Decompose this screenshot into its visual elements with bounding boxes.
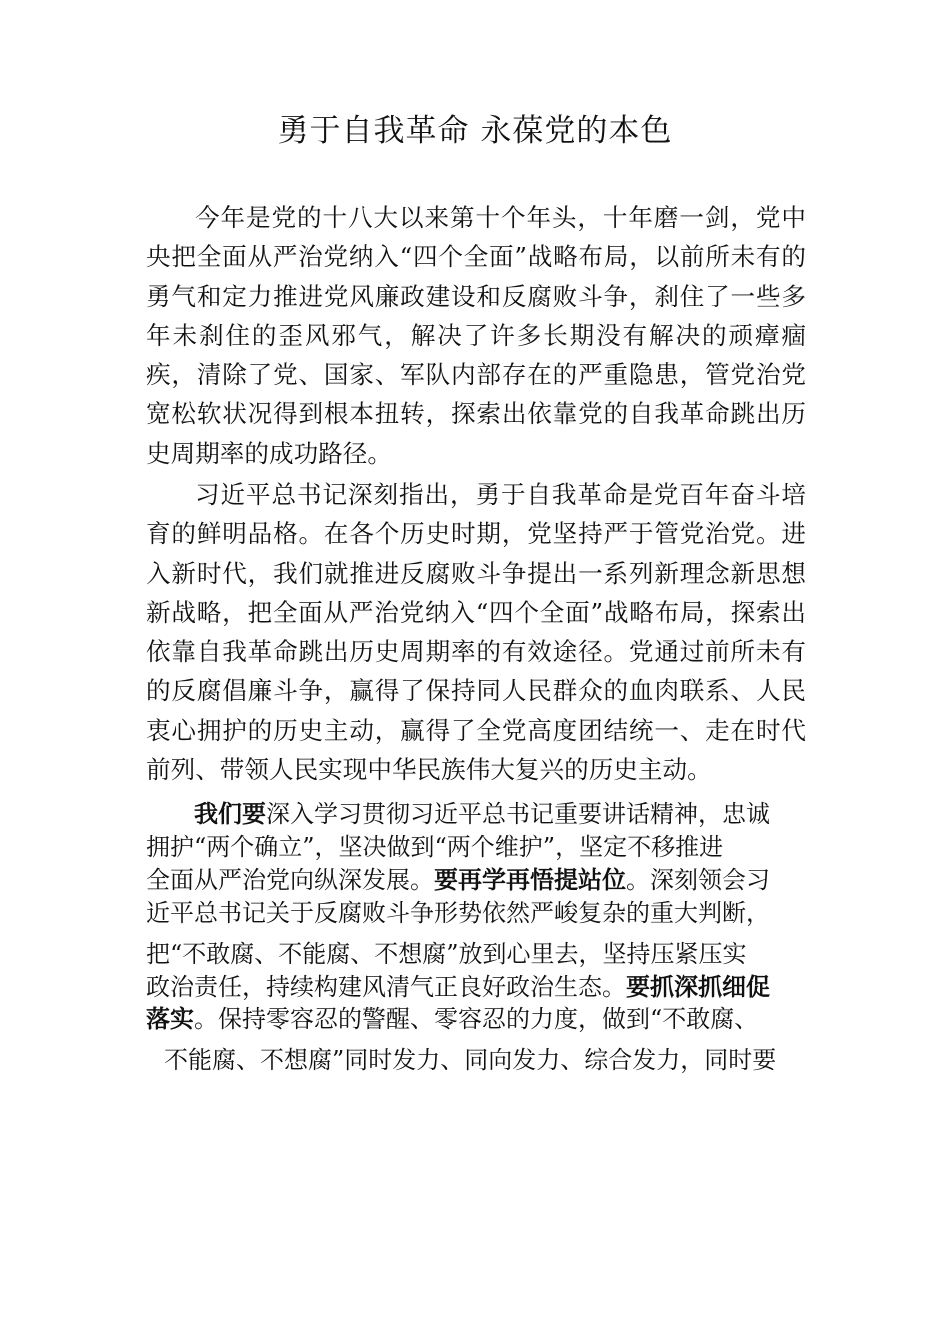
body-paragraph-1: 今年是党的十八大以来第十个年头，十年磨一剑，党中央把全面从严治党纳入“四个全面”战略布局，以前所未有的勇气和定力推进党风廉政建设和反腐败斗争，刹住了一些多年未刹住的歪风邪气，解决了许多长期没有解决的顽瘴痼疾，清除了党、国家、军队内部存在的严重隐患，管党治党宽松软状况得到根本扭转，探索出依靠党的自我革命跳出历史周期率的成功路径。: [146, 203, 806, 468]
line-text: 深入学习贯彻习近平总书记重要讲话精神，忠诚: [266, 800, 770, 828]
paragraph-line: [146, 864, 806, 897]
paragraph-line: [146, 798, 806, 831]
bold-heading-text: 要抓深抓细促: [626, 973, 770, 1001]
paragraph-line: [146, 971, 806, 1003]
paragraph-line: 近平总书记关于反腐败斗争形势依然严峻复杂的重大判断，: [146, 899, 770, 927]
paragraph-line: 不能腐、不想腐”同时发力、同向发力、综合发力，同时要: [164, 1046, 777, 1074]
body-paragraph-3: [146, 798, 806, 1077]
document-title: 勇于自我革命 永葆党的本色: [277, 113, 673, 149]
line-text: 。保持零容忍的警醒、零容忍的力度，做到“不敢腐、: [194, 1005, 759, 1033]
bold-heading-text: 落实: [146, 1005, 194, 1033]
body-paragraph-2: 习近平总书记深刻指出，勇于自我革命是党百年奋斗培育的鲜明品格。在各个历史时期，党坚持严于管党治党。进入新时代，我们就推进反腐败斗争提出一系列新理念新思想新战略，把全面从严治党纳入“四个全面”战略布局，探索出依靠自我革命跳出历史周期率的有效途径。党通过前所未有的反腐倡廉斗争，赢得了保持同人民群众的血肉联系、人民衷心拥护的历史主动，赢得了全党高度团结统一、走在时代前列、带领人民实现中华民族伟大复兴的历史主动。: [146, 480, 806, 785]
paragraph-line: 拥护“两个确立”，坚决做到“两个维护”，坚定不移推进: [146, 833, 724, 861]
line-text: 全面从严治党向纵深发展。: [146, 866, 434, 894]
paragraph-line: [146, 1003, 806, 1036]
paragraph-line: 把“不敢腐、不能腐、不想腐”放到心里去，坚持压紧压实: [146, 940, 747, 968]
bold-lead-text: 我们要: [194, 800, 266, 828]
bold-heading-text: 要再学再悟提站位: [434, 866, 626, 894]
line-text: 。深刻领会习: [626, 866, 770, 894]
line-text: 政治责任，持续构建风清气正良好政治生态。: [146, 973, 626, 1001]
